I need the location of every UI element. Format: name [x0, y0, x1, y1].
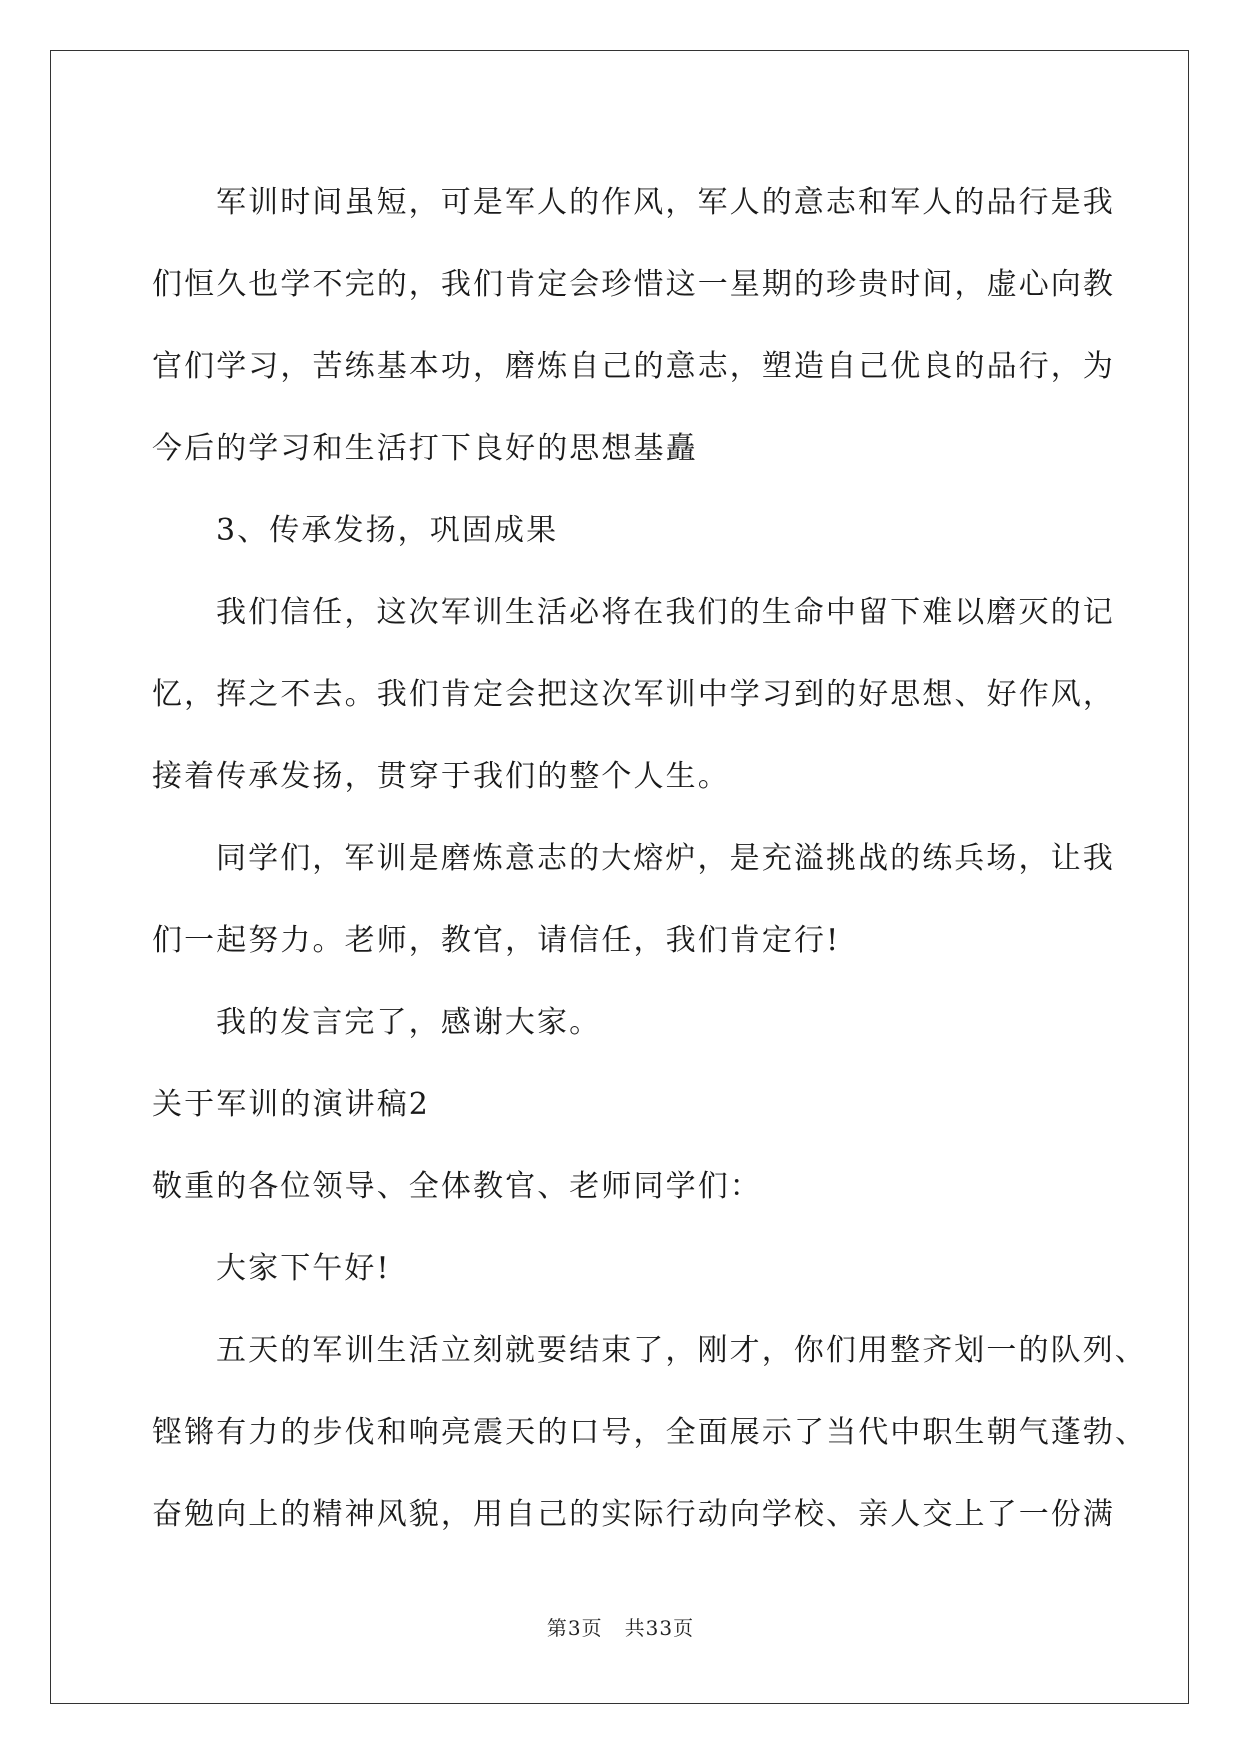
- text-line: 们一起努力。老师，教官，请信任，我们肯定行!: [152, 923, 841, 958]
- document-body: [152, 162, 1148, 1556]
- text-line: 官们学习，苦练基本功，磨炼自己的意志，塑造自己优良的品行，为: [152, 349, 1115, 384]
- text-line: 们恒久也学不完的，我们肯定会珍惜这一星期的珍贵时间，虚心向教: [152, 267, 1115, 302]
- text-line: 同学们，军训是磨炼意志的大熔炉，是充溢挑战的练兵场，让我: [216, 841, 1115, 876]
- page-footer: [0, 1612, 1241, 1641]
- greeting: 大家下午好!: [216, 1251, 391, 1286]
- salutation: 敬重的各位领导、全体教官、老师同学们：: [152, 1169, 762, 1204]
- text-line: 我的发言完了，感谢大家。: [216, 1005, 602, 1040]
- text-line: 奋勉向上的精神风貌，用自己的实际行动向学校、亲人交上了一份满: [152, 1497, 1115, 1532]
- page-number: 第3页: [546, 1616, 603, 1640]
- text-line: 五天的军训生活立刻就要结束了，刚才，你们用整齐划一的队列、: [216, 1333, 1147, 1368]
- text-line: 接着传承发扬，贯穿于我们的整个人生。: [152, 759, 730, 794]
- text-line: 军训时间虽短，可是军人的作风，军人的意志和军人的品行是我: [216, 185, 1115, 220]
- text-line: 今后的学习和生活打下良好的思想基矗: [152, 431, 698, 466]
- section-heading: 3、传承发扬，巩固成果: [216, 513, 559, 548]
- text-line: 忆，挥之不去。我们肯定会把这次军训中学习到的好思想、好作风，: [152, 677, 1115, 712]
- page-total: 共33页: [624, 1616, 695, 1640]
- text-line: 我们信任，这次军训生活必将在我们的生命中留下难以磨灭的记: [216, 595, 1115, 630]
- text-line: 铿锵有力的步伐和响亮震天的口号，全面展示了当代中职生朝气蓬勃、: [152, 1415, 1148, 1450]
- speech-title: 关于军训的演讲稿2: [152, 1087, 430, 1122]
